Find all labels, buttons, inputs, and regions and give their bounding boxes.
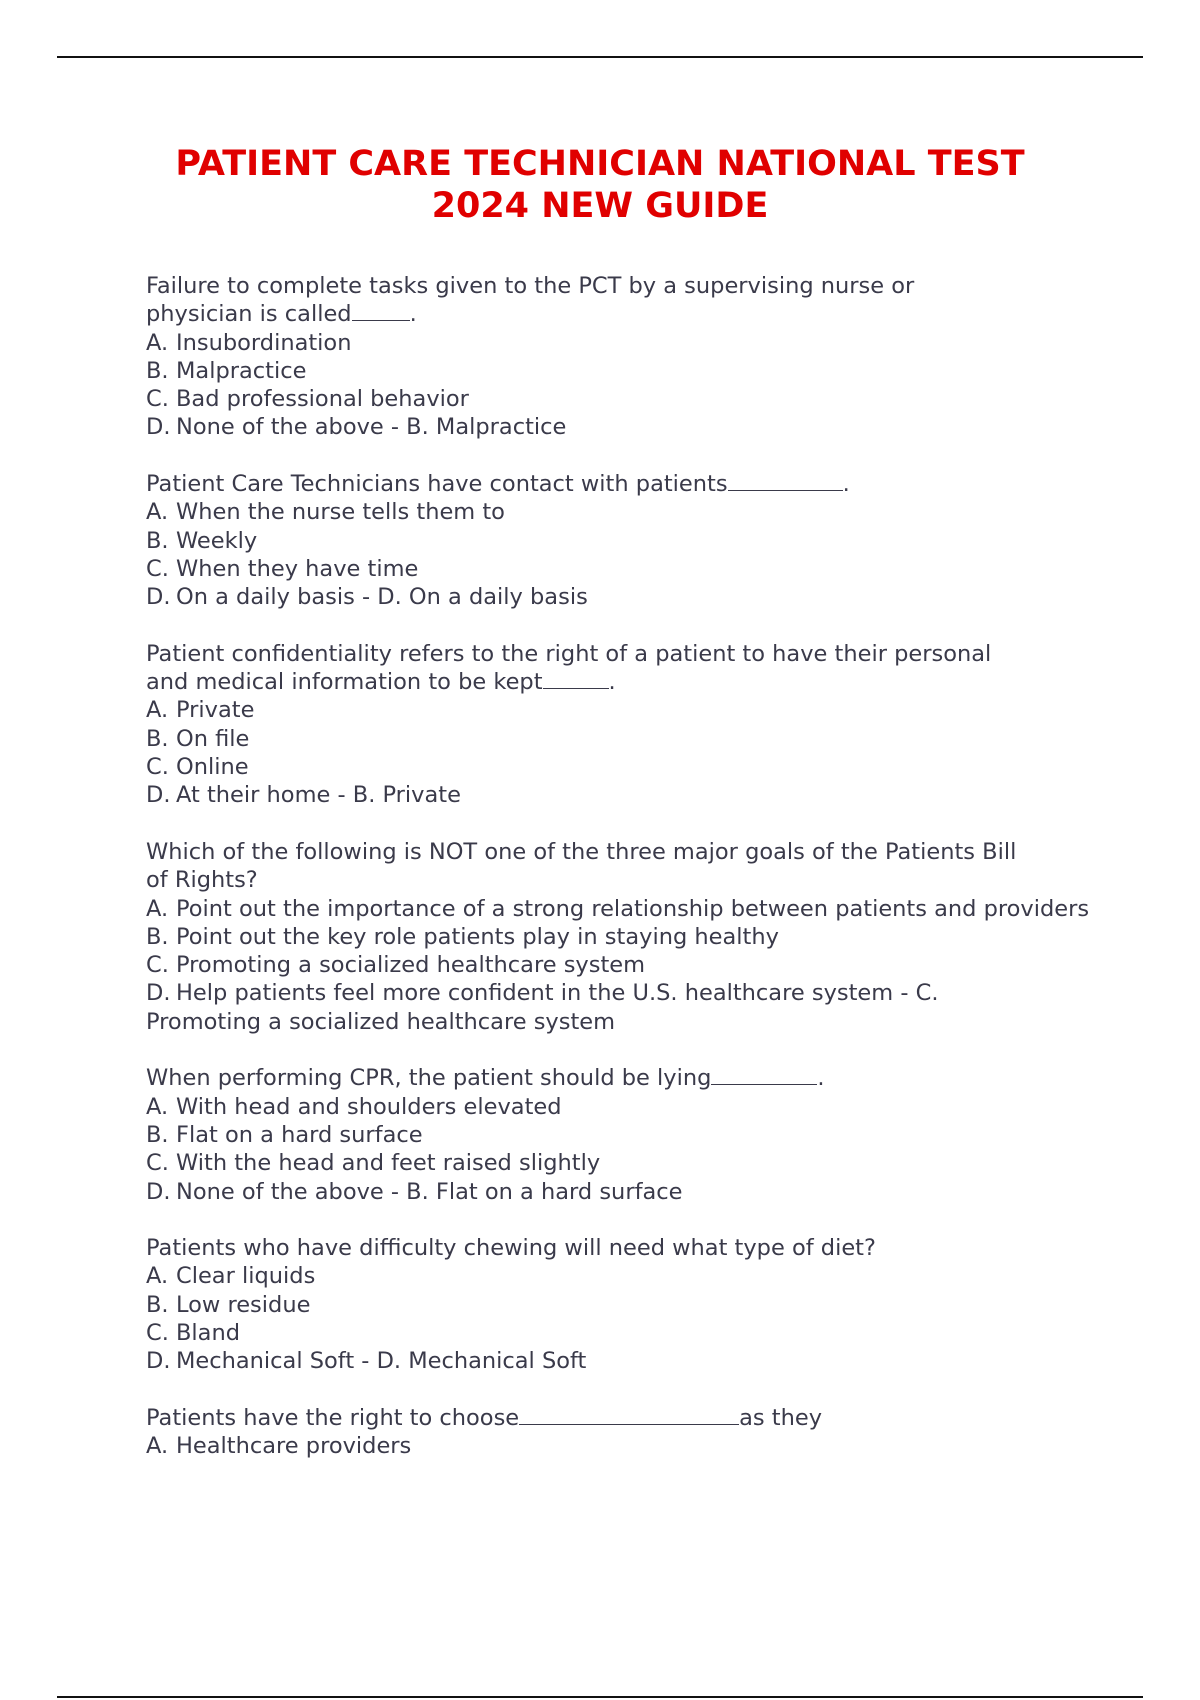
- question-block: [146, 272, 1096, 442]
- option-c: C. Online: [146, 754, 249, 781]
- option-a: A. Healthcare providers: [146, 1433, 412, 1460]
- option-c: C. Bland: [146, 1319, 241, 1346]
- option-b: B. Flat on a hard surface: [146, 1121, 423, 1148]
- question-text: Failure to complete tasks given to the PCT by a supervising nurse or physician is called .: [146, 273, 915, 328]
- question-list: [146, 272, 1096, 1489]
- answer-blank: [728, 470, 843, 491]
- option-b: B. On file: [146, 725, 250, 752]
- option-d-with-answer: D. None of the above - B. Flat on a hard surface: [146, 1178, 683, 1205]
- question-text: Patients who have difficulty chewing will need what type of diet?: [146, 1235, 876, 1262]
- answer-blank: [352, 300, 410, 321]
- answer-blank: [711, 1064, 817, 1085]
- question-block: [146, 1064, 1096, 1205]
- question-text: Which of the following is NOT one of the three major goals of the Patients Bill of Rights?: [146, 838, 1017, 894]
- option-c: C. With the head and feet raised slightly: [146, 1150, 601, 1177]
- question-text: Patient Care Technicians have contact with patients .: [146, 471, 850, 498]
- option-b: B. Point out the key role patients play in staying healthy: [146, 923, 779, 950]
- bottom-rule: [57, 1696, 1143, 1698]
- question-block: [146, 640, 1096, 810]
- option-d-with-answer: D. At their home - B. Private: [146, 782, 461, 809]
- title-line-2: 2024 NEW GUIDE: [431, 186, 769, 226]
- option-a: A. Insubordination: [146, 329, 352, 356]
- option-a: A. With head and shoulders elevated: [146, 1093, 562, 1120]
- answer-blank: [543, 668, 609, 689]
- answer-continuation: Promoting a socialized healthcare system: [146, 1008, 616, 1035]
- option-b: B. Malpractice: [146, 357, 307, 384]
- question-block: [146, 1404, 1096, 1461]
- question-text: Patients have the right to choose as they: [146, 1404, 823, 1431]
- option-c: C. When they have time: [146, 555, 419, 582]
- option-a: A. When the nurse tells them to: [146, 499, 505, 526]
- option-c: C. Bad professional behavior: [146, 386, 469, 413]
- option-b: B. Low residue: [146, 1291, 311, 1318]
- option-b: B. Weekly: [146, 527, 258, 554]
- option-d-with-answer: D. None of the above - B. Malpractice: [146, 414, 567, 441]
- page-title: [100, 143, 1100, 227]
- option-c: C. Promoting a socialized healthcare system: [146, 952, 646, 979]
- option-d-with-answer: D. Mechanical Soft - D. Mechanical Soft: [146, 1348, 587, 1375]
- top-rule: [57, 56, 1143, 58]
- question-block: [146, 470, 1096, 611]
- question-text: Patient confidentiality refers to the right of a patient to have their personal and medical information to be kept .: [146, 640, 992, 696]
- question-block: [146, 838, 1096, 1036]
- option-a: A. Private: [146, 697, 255, 724]
- option-a: A. Clear liquids: [146, 1263, 316, 1290]
- option-a: A. Point out the importance of a strong relationship between patients and providers: [146, 895, 1090, 922]
- option-d-with-answer: D. On a daily basis - D. On a daily basis: [146, 584, 588, 611]
- title-line-1: PATIENT CARE TECHNICIAN NATIONAL TEST: [175, 144, 1025, 184]
- answer-blank: [519, 1404, 739, 1425]
- question-text: When performing CPR, the patient should be lying .: [146, 1065, 825, 1092]
- question-block: [146, 1234, 1096, 1375]
- option-d-with-answer: D. Help patients feel more confident in the U.S. healthcare system - C.: [146, 980, 939, 1007]
